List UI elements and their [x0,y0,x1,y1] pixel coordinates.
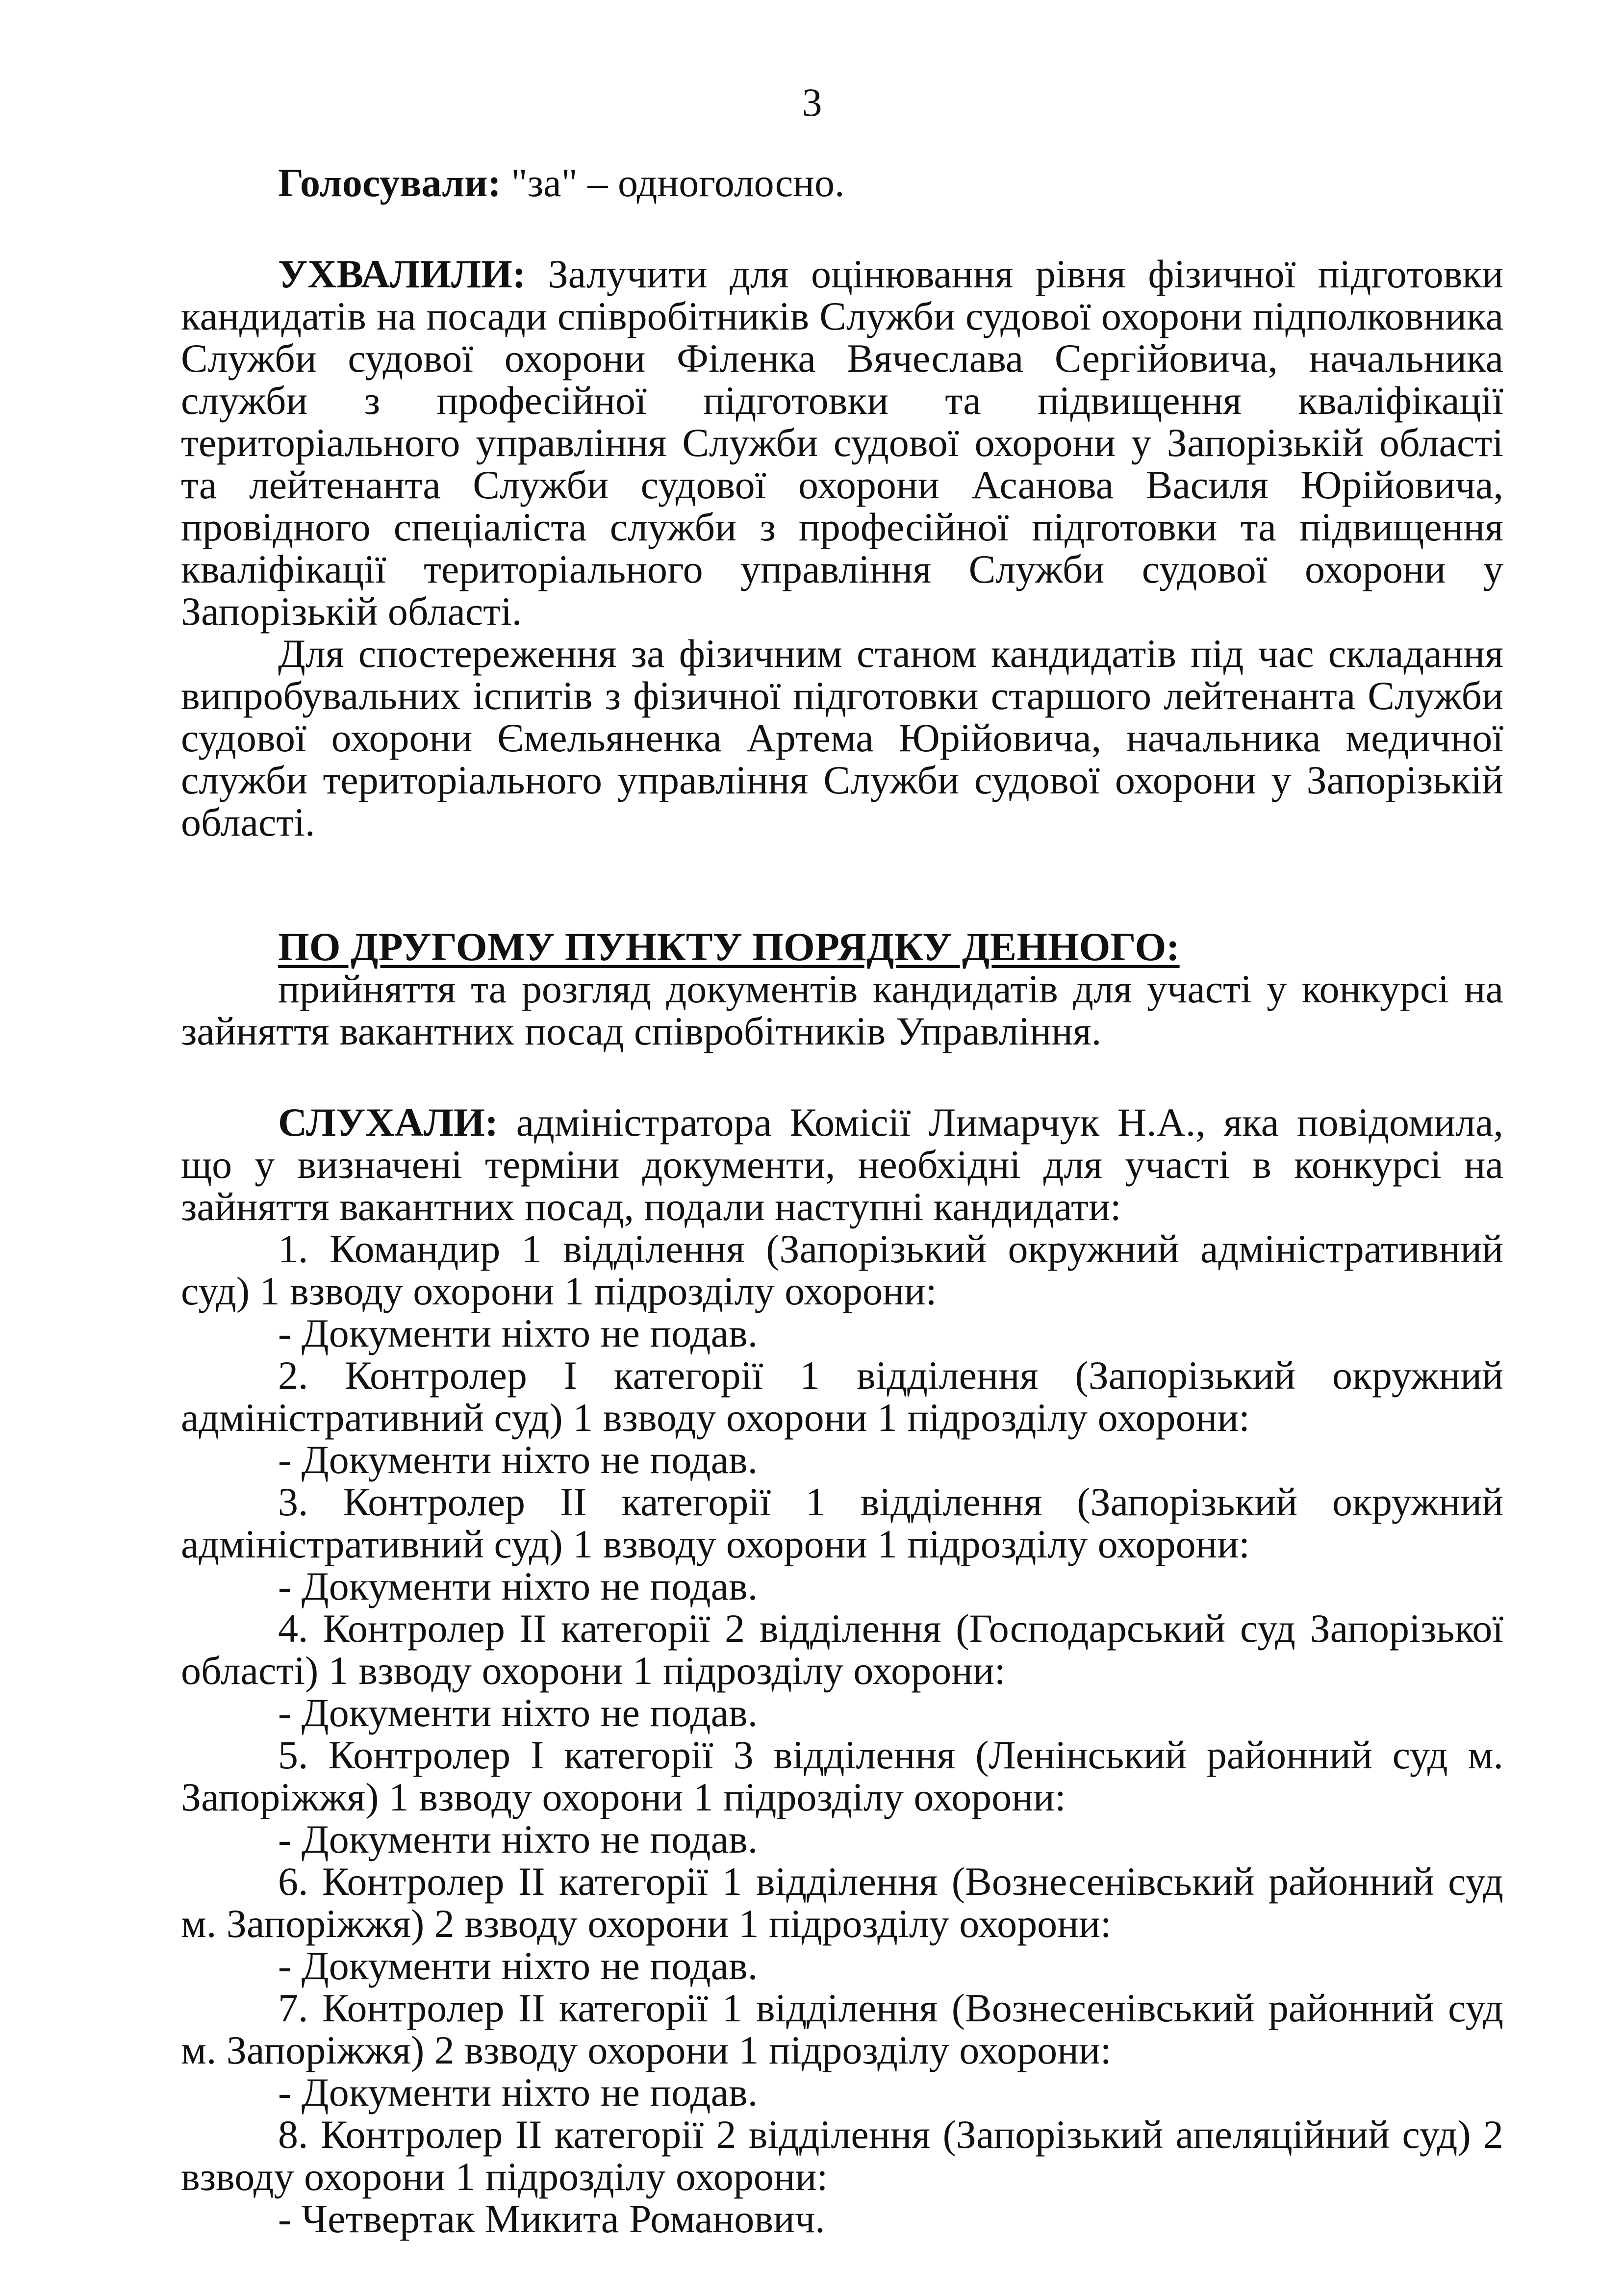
document-body [181,162,1503,2240]
voting-text: "за" – одноголосно. [511,160,845,205]
position-note: - Документи ніхто не подав. [278,2070,758,2115]
position-note: - Четвертак Микита Романович. [278,2196,825,2241]
voting-paragraph [181,162,1503,204]
position-note: - Документи ніхто не подав. [278,1311,758,1355]
position-note: - Документи ніхто не подав. [278,1817,758,1861]
position-item: 5. Контролер I категорії 3 відділення (Ленінський районний суд м. Запоріжжя) 1 взводу охорони 1 підрозділу охорони: [181,1733,1503,1819]
position-note: - Документи ніхто не подав. [278,1943,758,1988]
heard-label: СЛУХАЛИ: [278,1100,499,1145]
decided-paragraph [181,253,1503,633]
heard-paragraph [181,1101,1503,1228]
agenda-item-2-paragraph [181,926,1503,968]
page-number: 3 [802,80,822,125]
position-item: 2. Контролер I категорії 1 відділення (Запорізький окружний адміністративний суд) 1 взводу охорони 1 підрозділу охорони: [181,1353,1503,1440]
voting-label: Голосували: [278,160,501,205]
agenda-item-2-heading: ПО ДРУГОМУ ПУНКТУ ПОРЯДКУ ДЕННОГО: [278,924,1180,969]
position-item: 1. Командир 1 відділення (Запорізький окружний адміністративний суд) 1 взводу охорони 1 підрозділу охорони: [181,1226,1503,1313]
position-item: 6. Контролер II категорії 1 відділення (Вознесенівський районний суд м. Запоріжжя) 2 взводу охорони 1 підрозділу охорони: [181,1859,1503,1946]
heard-text: адміністратора Комісії Лимарчук Н.А., яка повідомила, що у визначені терміни документи, необхідні для участі в конкурсі на зайняття вакантних посад, подали наступні кандидати: [181,1100,1504,1229]
decided-text: Залучити для оцінювання рівня фізичної підготовки кандидатів на посади співробітників Служби судової охорони підполковника Служби судової охорони Філенка Вячеслава Сергійовича, начальника служби з професійної підготовки та підвищення кваліфікації територіального управління Служби судової охорони у Запорізькій області та лейтенанта Служби судової охорони Асанова Василя Юрійовича, провідного спеціаліста служби з професійної підготовки та підвищення кваліфікації територіального управління Служби судової охорони у Запорізькій області. [181,252,1504,634]
agenda-item-2-text: прийняття та розгляд документів кандидатів для участі у конкурсі на зайняття вакантних посад співробітників Управління. [181,967,1503,1053]
position-item: 4. Контролер II категорії 2 відділення (Господарський суд Запорізької області) 1 взводу охорони 1 підрозділу охорони: [181,1606,1503,1693]
positions-list [181,1228,1503,2240]
position-note: - Документи ніхто не подав. [278,1437,758,1482]
position-note: - Документи ніхто не подав. [278,1690,758,1735]
position-item: 7. Контролер II категорії 1 відділення (Вознесенівський районний суд м. Запоріжжя) 2 взводу охорони 1 підрозділу охорони: [181,1986,1503,2072]
decided-label: УХВАЛИЛИ: [278,252,526,296]
position-item: 8. Контролер II категорії 2 відділення (Запорізький апеляційний суд) 2 взводу охорони 1 підрозділу охорони: [181,2112,1503,2199]
decided-paragraph-2: Для спостереження за фізичним станом кандидатів під час складання випробувальних іспитів з фізичної підготовки старшого лейтенанта Служби судової охорони Ємельяненка Артема Юрійовича, начальника медичної служби територіального управління Служби судової охорони у Запорізькій області. [181,631,1503,844]
position-note: - Документи ніхто не подав. [278,1564,758,1608]
position-item: 3. Контролер II категорії 1 відділення (Запорізький окружний адміністративний суд) 1 взводу охорони 1 підрозділу охорони: [181,1479,1503,1566]
